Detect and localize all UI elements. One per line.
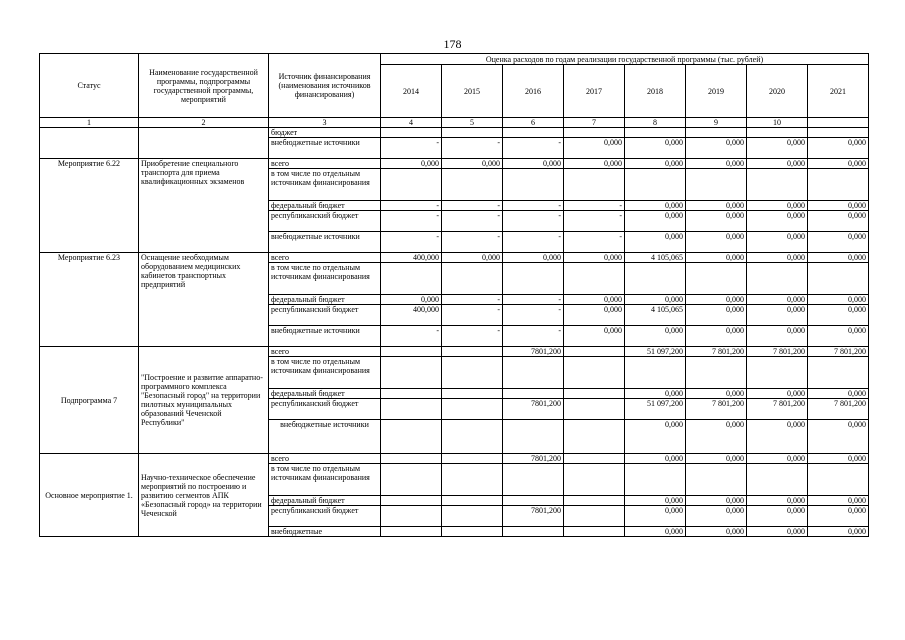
value-cell: 0,000 <box>625 232 686 253</box>
col-number: 1 <box>40 118 139 128</box>
value-cell: - <box>564 211 625 232</box>
value-cell <box>381 420 442 454</box>
value-cell: 0,000 <box>808 506 869 527</box>
value-cell: 0,000 <box>747 389 808 399</box>
value-cell <box>808 263 869 295</box>
value-cell: - <box>381 138 442 159</box>
value-cell <box>625 169 686 201</box>
header-source: Источник финансирования (наименования источников финансирования) <box>269 54 381 118</box>
value-cell <box>442 389 503 399</box>
value-cell: 0,000 <box>625 138 686 159</box>
source-cell: всего <box>269 347 381 357</box>
name-cell <box>139 128 269 159</box>
value-cell <box>686 128 747 138</box>
value-cell <box>564 399 625 420</box>
source-cell: внебюджетные <box>269 527 381 537</box>
value-cell <box>686 169 747 201</box>
source-cell: республиканский бюджет <box>269 506 381 527</box>
status-cell: Основное мероприятие 1. <box>40 454 139 537</box>
value-cell: 0,000 <box>442 159 503 169</box>
value-cell: 0,000 <box>747 138 808 159</box>
value-cell <box>564 464 625 496</box>
value-cell <box>442 506 503 527</box>
value-cell: 0,000 <box>381 295 442 305</box>
col-number: 5 <box>442 118 503 128</box>
value-cell <box>564 357 625 389</box>
value-cell: 0,000 <box>625 496 686 506</box>
value-cell <box>381 389 442 399</box>
value-cell <box>747 128 808 138</box>
value-cell <box>686 464 747 496</box>
value-cell: 0,000 <box>625 326 686 347</box>
status-cell: Подпрограмма 7 <box>40 347 139 454</box>
value-cell: 0,000 <box>808 305 869 326</box>
value-cell <box>503 357 564 389</box>
value-cell: 0,000 <box>747 326 808 347</box>
value-cell: 0,000 <box>686 389 747 399</box>
value-cell <box>381 169 442 201</box>
value-cell <box>381 464 442 496</box>
col-number: 7 <box>564 118 625 128</box>
value-cell: 0,000 <box>564 138 625 159</box>
status-cell: Мероприятие 6.23 <box>40 253 139 347</box>
value-cell: 7801,200 <box>503 347 564 357</box>
value-cell: 0,000 <box>625 201 686 211</box>
value-cell: - <box>442 326 503 347</box>
value-cell: 4 105,065 <box>625 253 686 263</box>
value-cell <box>564 389 625 399</box>
value-cell <box>442 169 503 201</box>
value-cell: 0,000 <box>747 454 808 464</box>
value-cell: 0,000 <box>808 211 869 232</box>
table-row <box>40 347 869 357</box>
value-cell: 7 801,200 <box>686 347 747 357</box>
value-cell: 7 801,200 <box>686 399 747 420</box>
value-cell: 0,000 <box>747 211 808 232</box>
name-cell: Научно-техническое обеспечение мероприятий по построению и развитию сегментов АПК «Безопасный город» на территории Чеченской <box>139 454 269 537</box>
value-cell <box>381 347 442 357</box>
source-cell: федеральный бюджет <box>269 295 381 305</box>
table-row <box>40 128 869 138</box>
value-cell <box>381 454 442 464</box>
header-year: 2017 <box>564 65 625 118</box>
value-cell <box>564 506 625 527</box>
source-cell: в том числе по отдельным источникам финансирования <box>269 263 381 295</box>
source-cell: всего <box>269 253 381 263</box>
value-cell: 0,000 <box>808 138 869 159</box>
value-cell: 0,000 <box>808 159 869 169</box>
value-cell: - <box>503 138 564 159</box>
value-cell <box>503 527 564 537</box>
value-cell <box>381 527 442 537</box>
value-cell: - <box>442 232 503 253</box>
source-cell: республиканский бюджет <box>269 399 381 420</box>
value-cell: 0,000 <box>686 295 747 305</box>
value-cell <box>442 347 503 357</box>
header-year: 2019 <box>686 65 747 118</box>
value-cell: 0,000 <box>808 201 869 211</box>
value-cell <box>564 347 625 357</box>
value-cell: 0,000 <box>747 506 808 527</box>
header-name: Наименование государственной программы, подпрограммы государственной программы, мероприятий <box>139 54 269 118</box>
value-cell: - <box>442 211 503 232</box>
status-cell: Мероприятие 6.22 <box>40 159 139 253</box>
value-cell: 400,000 <box>381 253 442 263</box>
value-cell <box>381 496 442 506</box>
value-cell: 0,000 <box>747 305 808 326</box>
value-cell: 4 105,065 <box>625 305 686 326</box>
value-cell <box>442 357 503 389</box>
table-row <box>40 159 869 169</box>
source-cell: всего <box>269 159 381 169</box>
value-cell <box>564 420 625 454</box>
value-cell: 0,000 <box>625 454 686 464</box>
value-cell: - <box>381 326 442 347</box>
col-number <box>808 118 869 128</box>
value-cell: 7 801,200 <box>747 347 808 357</box>
value-cell: 7801,200 <box>503 506 564 527</box>
value-cell: 0,000 <box>686 232 747 253</box>
value-cell: 0,000 <box>625 506 686 527</box>
value-cell <box>442 263 503 295</box>
value-cell: 0,000 <box>442 253 503 263</box>
value-cell: 0,000 <box>625 211 686 232</box>
source-cell: внебюджетные источники <box>269 420 381 454</box>
value-cell: 0,000 <box>625 389 686 399</box>
value-cell <box>625 128 686 138</box>
value-cell: 0,000 <box>564 295 625 305</box>
budget-table <box>39 53 869 537</box>
col-number: 8 <box>625 118 686 128</box>
value-cell: 400,000 <box>381 305 442 326</box>
value-cell: 0,000 <box>808 454 869 464</box>
source-cell: федеральный бюджет <box>269 496 381 506</box>
col-number: 9 <box>686 118 747 128</box>
value-cell: 0,000 <box>808 253 869 263</box>
source-cell: в том числе по отдельным источникам финансирования <box>269 464 381 496</box>
status-cell <box>40 128 139 159</box>
value-cell <box>625 263 686 295</box>
value-cell: 51 097,200 <box>625 399 686 420</box>
value-cell <box>686 357 747 389</box>
table-row <box>40 454 869 464</box>
value-cell <box>564 263 625 295</box>
value-cell: 0,000 <box>503 159 564 169</box>
value-cell: 0,000 <box>686 211 747 232</box>
source-cell: федеральный бюджет <box>269 389 381 399</box>
value-cell <box>503 420 564 454</box>
header-year: 2021 <box>808 65 869 118</box>
value-cell: 0,000 <box>747 201 808 211</box>
value-cell: 0,000 <box>808 326 869 347</box>
source-cell: республиканский бюджет <box>269 211 381 232</box>
value-cell: 7801,200 <box>503 399 564 420</box>
source-cell: в том числе по отдельным источникам финансирования <box>269 357 381 389</box>
value-cell <box>564 128 625 138</box>
value-cell <box>564 169 625 201</box>
value-cell: 0,000 <box>747 527 808 537</box>
header-status: Статус <box>40 54 139 118</box>
value-cell <box>686 263 747 295</box>
table-row <box>40 253 869 263</box>
value-cell <box>442 454 503 464</box>
value-cell: 0,000 <box>686 201 747 211</box>
value-cell: 0,000 <box>564 253 625 263</box>
value-cell: - <box>503 305 564 326</box>
value-cell <box>442 420 503 454</box>
name-cell: Оснащение необходимым оборудованием медицинских кабинетов транспортных предприятий <box>139 253 269 347</box>
col-number: 6 <box>503 118 564 128</box>
value-cell <box>503 464 564 496</box>
value-cell <box>808 128 869 138</box>
value-cell <box>564 454 625 464</box>
source-cell: внебюджетные источники <box>269 232 381 253</box>
value-cell: - <box>442 138 503 159</box>
source-cell: республиканский бюджет <box>269 305 381 326</box>
header-year: 2014 <box>381 65 442 118</box>
page-number: 178 <box>443 37 462 51</box>
value-cell <box>442 464 503 496</box>
value-cell <box>503 128 564 138</box>
value-cell: 0,000 <box>564 159 625 169</box>
value-cell: 0,000 <box>808 496 869 506</box>
header-year: 2018 <box>625 65 686 118</box>
value-cell: 7 801,200 <box>808 347 869 357</box>
value-cell: - <box>564 232 625 253</box>
value-cell <box>442 399 503 420</box>
source-cell: бюджет <box>269 128 381 138</box>
source-cell: внебюджетные источники <box>269 138 381 159</box>
value-cell <box>503 169 564 201</box>
value-cell <box>808 464 869 496</box>
source-cell: внебюджетные источники <box>269 326 381 347</box>
value-cell: - <box>503 326 564 347</box>
value-cell: 0,000 <box>808 420 869 454</box>
value-cell: 0,000 <box>625 420 686 454</box>
header-year: 2015 <box>442 65 503 118</box>
value-cell: 0,000 <box>808 232 869 253</box>
value-cell: 0,000 <box>686 253 747 263</box>
value-cell: 0,000 <box>503 253 564 263</box>
value-cell: 0,000 <box>686 527 747 537</box>
value-cell <box>381 128 442 138</box>
value-cell: 0,000 <box>747 159 808 169</box>
value-cell: 0,000 <box>564 305 625 326</box>
value-cell: - <box>442 201 503 211</box>
value-cell: - <box>442 305 503 326</box>
value-cell <box>625 464 686 496</box>
value-cell: - <box>503 211 564 232</box>
source-cell: федеральный бюджет <box>269 201 381 211</box>
value-cell: - <box>381 232 442 253</box>
col-number: 10 <box>747 118 808 128</box>
value-cell: 0,000 <box>686 496 747 506</box>
value-cell: 0,000 <box>686 159 747 169</box>
header-estimate: Оценка расходов по годам реализации государственной программы (тыс. рублей) <box>381 54 869 65</box>
name-cell: "Построение и развитие аппаратно-программного комплекса "Безопасный город" на территории пилотных муниципальных образований Чеченской Республики" <box>139 347 269 454</box>
value-cell <box>503 496 564 506</box>
value-cell: 0,000 <box>625 527 686 537</box>
value-cell: 0,000 <box>625 295 686 305</box>
value-cell <box>381 263 442 295</box>
value-cell <box>503 389 564 399</box>
value-cell: - <box>503 201 564 211</box>
col-number: 3 <box>269 118 381 128</box>
value-cell <box>808 169 869 201</box>
value-cell: 0,000 <box>808 527 869 537</box>
value-cell: 0,000 <box>808 389 869 399</box>
header-year: 2016 <box>503 65 564 118</box>
value-cell: 7801,200 <box>503 454 564 464</box>
value-cell: 0,000 <box>747 232 808 253</box>
value-cell: 51 097,200 <box>625 347 686 357</box>
value-cell: 0,000 <box>747 253 808 263</box>
value-cell: - <box>381 211 442 232</box>
source-cell: в том числе по отдельным источникам финансирования <box>269 169 381 201</box>
value-cell <box>442 128 503 138</box>
value-cell <box>503 263 564 295</box>
col-number: 2 <box>139 118 269 128</box>
value-cell <box>381 357 442 389</box>
source-cell: всего <box>269 454 381 464</box>
value-cell <box>381 399 442 420</box>
value-cell <box>747 464 808 496</box>
value-cell: 0,000 <box>564 326 625 347</box>
value-cell: 0,000 <box>686 420 747 454</box>
value-cell <box>747 169 808 201</box>
value-cell <box>564 496 625 506</box>
value-cell: - <box>381 201 442 211</box>
value-cell: 0,000 <box>686 506 747 527</box>
value-cell: 0,000 <box>686 326 747 347</box>
value-cell: 0,000 <box>381 159 442 169</box>
value-cell: 7 801,200 <box>808 399 869 420</box>
value-cell: - <box>564 201 625 211</box>
col-number: 4 <box>381 118 442 128</box>
value-cell <box>381 506 442 527</box>
value-cell <box>625 357 686 389</box>
value-cell: - <box>503 295 564 305</box>
value-cell <box>747 357 808 389</box>
value-cell: 0,000 <box>686 305 747 326</box>
value-cell: - <box>503 232 564 253</box>
value-cell: 7 801,200 <box>747 399 808 420</box>
value-cell <box>442 527 503 537</box>
value-cell: - <box>442 295 503 305</box>
value-cell: 0,000 <box>747 420 808 454</box>
value-cell <box>442 496 503 506</box>
value-cell: 0,000 <box>747 496 808 506</box>
value-cell <box>808 357 869 389</box>
header-year: 2020 <box>747 65 808 118</box>
value-cell: 0,000 <box>686 138 747 159</box>
value-cell <box>747 263 808 295</box>
value-cell: 0,000 <box>686 454 747 464</box>
value-cell <box>564 527 625 537</box>
name-cell: Приобретение специального транспорта для приема квалификационных экзаменов <box>139 159 269 253</box>
value-cell: 0,000 <box>808 295 869 305</box>
value-cell: 0,000 <box>625 159 686 169</box>
value-cell: 0,000 <box>747 295 808 305</box>
